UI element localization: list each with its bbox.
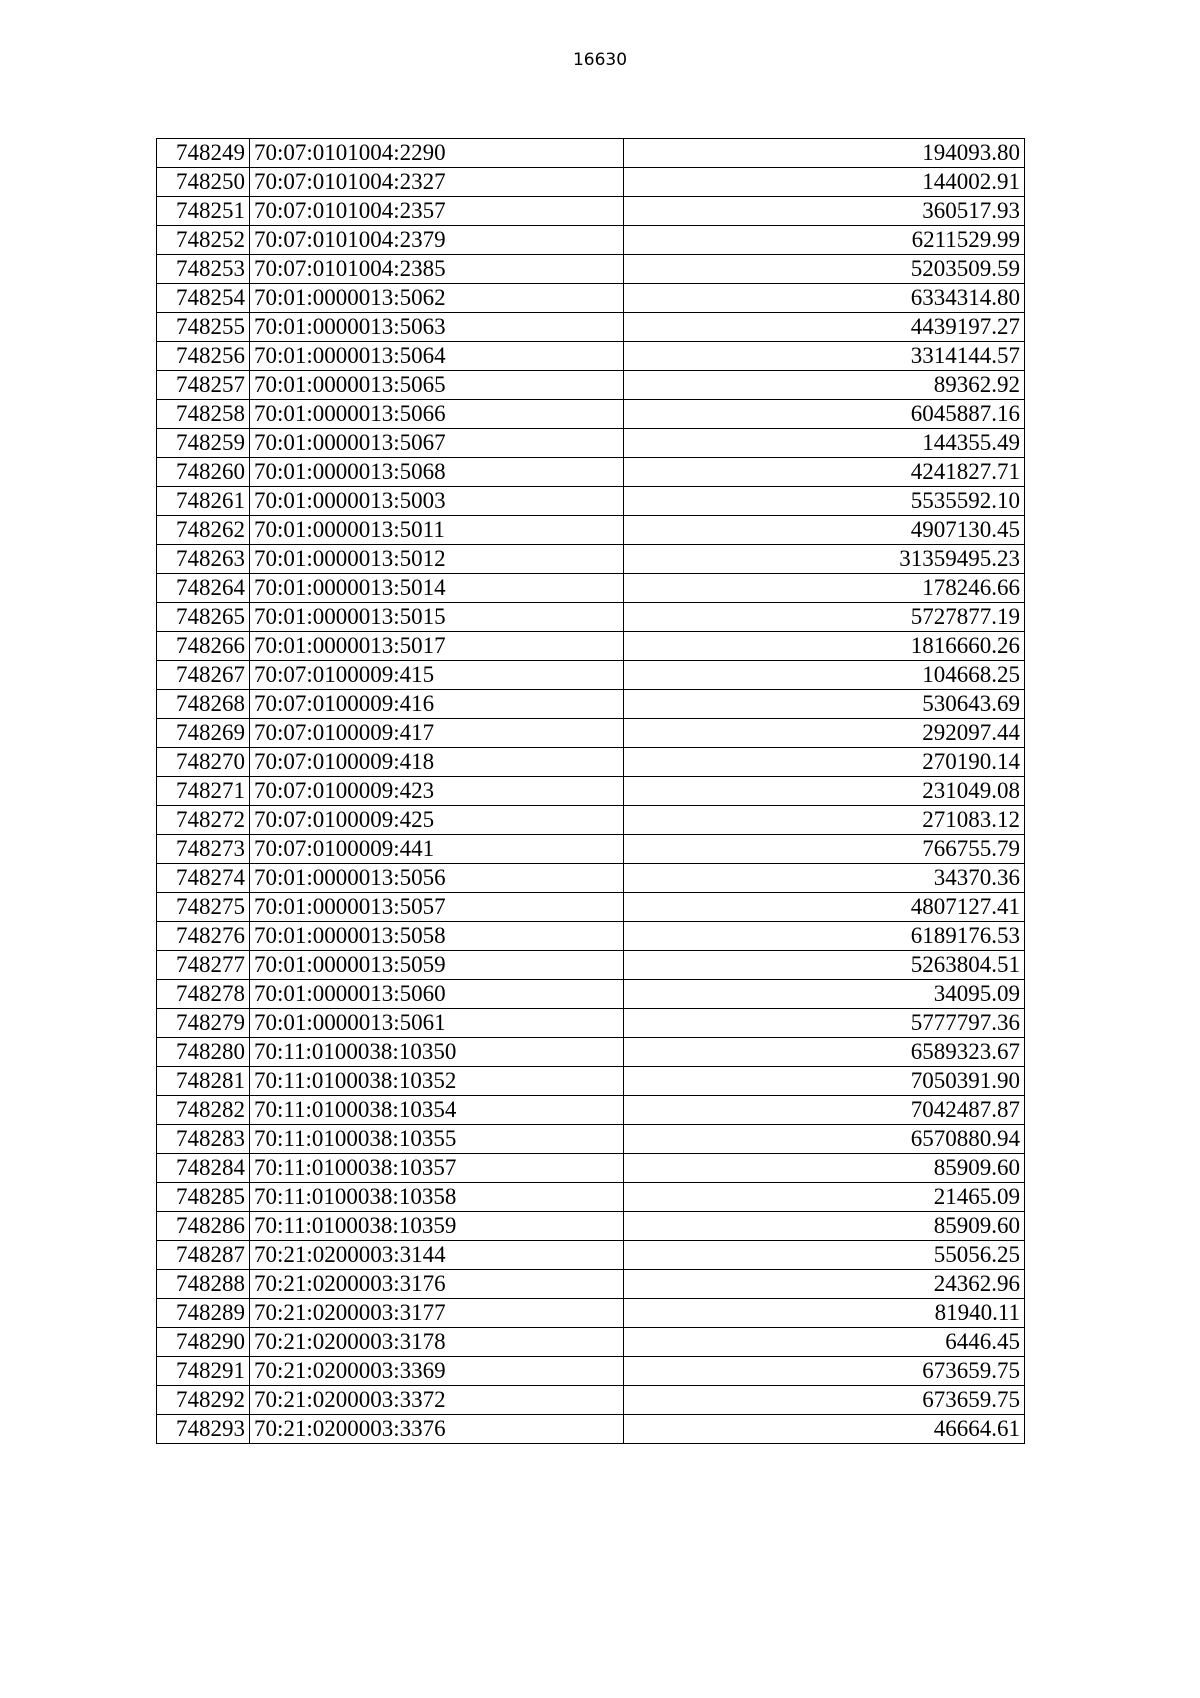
table-row xyxy=(157,1038,1025,1067)
table-row xyxy=(157,1299,1025,1328)
cadastral-value-cell: 144355.49 xyxy=(624,429,1025,458)
cadastral-number-cell: 70:07:0100009:425 xyxy=(250,806,624,835)
cadastral-value-cell: 21465.09 xyxy=(624,1183,1025,1212)
row-number-cell: 748252 xyxy=(157,226,250,255)
row-number-cell: 748257 xyxy=(157,371,250,400)
table-row xyxy=(157,603,1025,632)
row-number-cell: 748279 xyxy=(157,1009,250,1038)
row-number-cell: 748259 xyxy=(157,429,250,458)
table-row xyxy=(157,139,1025,168)
cadastral-number-cell: 70:01:0000013:5066 xyxy=(250,400,624,429)
row-number-cell: 748253 xyxy=(157,255,250,284)
cadastral-number-cell: 70:01:0000013:5060 xyxy=(250,980,624,1009)
table-row xyxy=(157,168,1025,197)
table-row xyxy=(157,661,1025,690)
cadastral-value-cell: 4907130.45 xyxy=(624,516,1025,545)
table-row xyxy=(157,980,1025,1009)
cadastral-value-cell: 5727877.19 xyxy=(624,603,1025,632)
table-row xyxy=(157,1270,1025,1299)
cadastral-value-cell: 81940.11 xyxy=(624,1299,1025,1328)
cadastral-value-cell: 89362.92 xyxy=(624,371,1025,400)
table-row xyxy=(157,835,1025,864)
cadastral-number-cell: 70:07:0101004:2327 xyxy=(250,168,624,197)
row-number-cell: 748250 xyxy=(157,168,250,197)
row-number-cell: 748256 xyxy=(157,342,250,371)
cadastral-number-cell: 70:11:0100038:10358 xyxy=(250,1183,624,1212)
cadastral-value-cell: 4439197.27 xyxy=(624,313,1025,342)
row-number-cell: 748288 xyxy=(157,1270,250,1299)
row-number-cell: 748277 xyxy=(157,951,250,980)
row-number-cell: 748265 xyxy=(157,603,250,632)
row-number-cell: 748249 xyxy=(157,139,250,168)
table-row xyxy=(157,487,1025,516)
cadastral-number-cell: 70:21:0200003:3369 xyxy=(250,1357,624,1386)
cadastral-number-cell: 70:11:0100038:10355 xyxy=(250,1125,624,1154)
cadastral-value-cell: 6446.45 xyxy=(624,1328,1025,1357)
cadastral-value-cell: 85909.60 xyxy=(624,1154,1025,1183)
table-row xyxy=(157,226,1025,255)
cadastral-value-cell: 1816660.26 xyxy=(624,632,1025,661)
cadastral-number-cell: 70:21:0200003:3176 xyxy=(250,1270,624,1299)
cadastral-value-cell: 4807127.41 xyxy=(624,893,1025,922)
cadastral-value-cell: 4241827.71 xyxy=(624,458,1025,487)
row-number-cell: 748284 xyxy=(157,1154,250,1183)
row-number-cell: 748260 xyxy=(157,458,250,487)
table-row xyxy=(157,458,1025,487)
cadastral-value-cell: 85909.60 xyxy=(624,1212,1025,1241)
cadastral-number-cell: 70:01:0000013:5015 xyxy=(250,603,624,632)
cadastral-value-cell: 6189176.53 xyxy=(624,922,1025,951)
table-row xyxy=(157,1241,1025,1270)
row-number-cell: 748274 xyxy=(157,864,250,893)
cadastral-value-cell: 34370.36 xyxy=(624,864,1025,893)
table-row xyxy=(157,1357,1025,1386)
cadastral-value-cell: 34095.09 xyxy=(624,980,1025,1009)
cadastral-number-cell: 70:01:0000013:5065 xyxy=(250,371,624,400)
table-row xyxy=(157,690,1025,719)
cadastral-number-cell: 70:07:0100009:415 xyxy=(250,661,624,690)
cadastral-number-cell: 70:01:0000013:5067 xyxy=(250,429,624,458)
cadastral-value-cell: 6589323.67 xyxy=(624,1038,1025,1067)
cadastral-value-cell: 270190.14 xyxy=(624,748,1025,777)
row-number-cell: 748267 xyxy=(157,661,250,690)
cadastral-value-cell: 194093.80 xyxy=(624,139,1025,168)
cadastral-value-cell: 292097.44 xyxy=(624,719,1025,748)
table-row xyxy=(157,1154,1025,1183)
cadastral-number-cell: 70:07:0101004:2290 xyxy=(250,139,624,168)
cadastral-number-cell: 70:01:0000013:5056 xyxy=(250,864,624,893)
row-number-cell: 748278 xyxy=(157,980,250,1009)
table-row xyxy=(157,893,1025,922)
cadastral-number-cell: 70:01:0000013:5057 xyxy=(250,893,624,922)
table-row xyxy=(157,342,1025,371)
cadastral-number-cell: 70:21:0200003:3376 xyxy=(250,1415,624,1444)
table-row xyxy=(157,1212,1025,1241)
cadastral-number-cell: 70:01:0000013:5062 xyxy=(250,284,624,313)
row-number-cell: 748280 xyxy=(157,1038,250,1067)
table-row xyxy=(157,197,1025,226)
table-body xyxy=(157,139,1025,1444)
table-row xyxy=(157,1386,1025,1415)
cadastral-value-cell: 360517.93 xyxy=(624,197,1025,226)
row-number-cell: 748289 xyxy=(157,1299,250,1328)
cadastral-number-cell: 70:11:0100038:10352 xyxy=(250,1067,624,1096)
row-number-cell: 748272 xyxy=(157,806,250,835)
table-row xyxy=(157,400,1025,429)
table-row xyxy=(157,313,1025,342)
row-number-cell: 748273 xyxy=(157,835,250,864)
cadastral-value-cell: 6570880.94 xyxy=(624,1125,1025,1154)
cadastral-number-cell: 70:01:0000013:5063 xyxy=(250,313,624,342)
table-row xyxy=(157,1183,1025,1212)
table-row xyxy=(157,1067,1025,1096)
row-number-cell: 748268 xyxy=(157,690,250,719)
table-row xyxy=(157,255,1025,284)
row-number-cell: 748275 xyxy=(157,893,250,922)
table-row xyxy=(157,1125,1025,1154)
cadastral-number-cell: 70:01:0000013:5058 xyxy=(250,922,624,951)
cadastral-value-cell: 104668.25 xyxy=(624,661,1025,690)
table-row xyxy=(157,719,1025,748)
row-number-cell: 748263 xyxy=(157,545,250,574)
table-row xyxy=(157,806,1025,835)
cadastral-value-cell: 31359495.23 xyxy=(624,545,1025,574)
cadastral-number-cell: 70:21:0200003:3372 xyxy=(250,1386,624,1415)
cadastral-number-cell: 70:01:0000013:5064 xyxy=(250,342,624,371)
table-row xyxy=(157,574,1025,603)
row-number-cell: 748261 xyxy=(157,487,250,516)
cadastral-value-cell: 6334314.80 xyxy=(624,284,1025,313)
cadastral-value-cell: 271083.12 xyxy=(624,806,1025,835)
row-number-cell: 748251 xyxy=(157,197,250,226)
cadastral-value-cell: 24362.96 xyxy=(624,1270,1025,1299)
cadastral-number-cell: 70:07:0100009:441 xyxy=(250,835,624,864)
row-number-cell: 748292 xyxy=(157,1386,250,1415)
cadastral-value-cell: 6045887.16 xyxy=(624,400,1025,429)
row-number-cell: 748293 xyxy=(157,1415,250,1444)
row-number-cell: 748286 xyxy=(157,1212,250,1241)
cadastral-number-cell: 70:07:0101004:2385 xyxy=(250,255,624,284)
row-number-cell: 748290 xyxy=(157,1328,250,1357)
cadastral-value-cell: 3314144.57 xyxy=(624,342,1025,371)
cadastral-number-cell: 70:11:0100038:10359 xyxy=(250,1212,624,1241)
row-number-cell: 748254 xyxy=(157,284,250,313)
table-row xyxy=(157,1415,1025,1444)
cadastral-value-table xyxy=(156,138,1025,1444)
cadastral-number-cell: 70:01:0000013:5068 xyxy=(250,458,624,487)
row-number-cell: 748285 xyxy=(157,1183,250,1212)
table-row xyxy=(157,748,1025,777)
row-number-cell: 748282 xyxy=(157,1096,250,1125)
row-number-cell: 748271 xyxy=(157,777,250,806)
cadastral-number-cell: 70:21:0200003:3144 xyxy=(250,1241,624,1270)
cadastral-value-cell: 766755.79 xyxy=(624,835,1025,864)
table-row xyxy=(157,429,1025,458)
cadastral-number-cell: 70:01:0000013:5003 xyxy=(250,487,624,516)
cadastral-number-cell: 70:11:0100038:10354 xyxy=(250,1096,624,1125)
row-number-cell: 748264 xyxy=(157,574,250,603)
table-row xyxy=(157,922,1025,951)
cadastral-number-cell: 70:07:0101004:2357 xyxy=(250,197,624,226)
row-number-cell: 748269 xyxy=(157,719,250,748)
cadastral-value-cell: 5263804.51 xyxy=(624,951,1025,980)
cadastral-value-cell: 673659.75 xyxy=(624,1386,1025,1415)
table-row xyxy=(157,545,1025,574)
table-row xyxy=(157,1096,1025,1125)
cadastral-value-cell: 530643.69 xyxy=(624,690,1025,719)
cadastral-value-cell: 178246.66 xyxy=(624,574,1025,603)
cadastral-value-cell: 7050391.90 xyxy=(624,1067,1025,1096)
cadastral-number-cell: 70:07:0100009:423 xyxy=(250,777,624,806)
cadastral-value-cell: 7042487.87 xyxy=(624,1096,1025,1125)
cadastral-number-cell: 70:01:0000013:5012 xyxy=(250,545,624,574)
page-number: 16630 xyxy=(572,50,628,70)
cadastral-value-cell: 144002.91 xyxy=(624,168,1025,197)
cadastral-number-cell: 70:21:0200003:3178 xyxy=(250,1328,624,1357)
table-row xyxy=(157,284,1025,313)
table-row xyxy=(157,777,1025,806)
cadastral-value-cell: 5203509.59 xyxy=(624,255,1025,284)
row-number-cell: 748291 xyxy=(157,1357,250,1386)
cadastral-number-cell: 70:01:0000013:5014 xyxy=(250,574,624,603)
row-number-cell: 748281 xyxy=(157,1067,250,1096)
table-row xyxy=(157,371,1025,400)
cadastral-value-cell: 55056.25 xyxy=(624,1241,1025,1270)
row-number-cell: 748283 xyxy=(157,1125,250,1154)
table-row xyxy=(157,1328,1025,1357)
row-number-cell: 748266 xyxy=(157,632,250,661)
cadastral-value-cell: 5777797.36 xyxy=(624,1009,1025,1038)
row-number-cell: 748255 xyxy=(157,313,250,342)
cadastral-number-cell: 70:21:0200003:3177 xyxy=(250,1299,624,1328)
cadastral-value-cell: 673659.75 xyxy=(624,1357,1025,1386)
row-number-cell: 748270 xyxy=(157,748,250,777)
cadastral-number-cell: 70:01:0000013:5011 xyxy=(250,516,624,545)
cadastral-number-cell: 70:07:0100009:416 xyxy=(250,690,624,719)
cadastral-number-cell: 70:11:0100038:10350 xyxy=(250,1038,624,1067)
table-row xyxy=(157,632,1025,661)
cadastral-value-cell: 6211529.99 xyxy=(624,226,1025,255)
cadastral-value-cell: 5535592.10 xyxy=(624,487,1025,516)
row-number-cell: 748287 xyxy=(157,1241,250,1270)
row-number-cell: 748262 xyxy=(157,516,250,545)
cadastral-number-cell: 70:07:0100009:418 xyxy=(250,748,624,777)
cadastral-value-cell: 46664.61 xyxy=(624,1415,1025,1444)
row-number-cell: 748258 xyxy=(157,400,250,429)
cadastral-number-cell: 70:11:0100038:10357 xyxy=(250,1154,624,1183)
cadastral-number-cell: 70:07:0100009:417 xyxy=(250,719,624,748)
row-number-cell: 748276 xyxy=(157,922,250,951)
cadastral-number-cell: 70:07:0101004:2379 xyxy=(250,226,624,255)
cadastral-number-cell: 70:01:0000013:5059 xyxy=(250,951,624,980)
cadastral-value-cell: 231049.08 xyxy=(624,777,1025,806)
table-row xyxy=(157,864,1025,893)
table-row xyxy=(157,1009,1025,1038)
table-row xyxy=(157,951,1025,980)
cadastral-number-cell: 70:01:0000013:5061 xyxy=(250,1009,624,1038)
cadastral-number-cell: 70:01:0000013:5017 xyxy=(250,632,624,661)
table-row xyxy=(157,516,1025,545)
